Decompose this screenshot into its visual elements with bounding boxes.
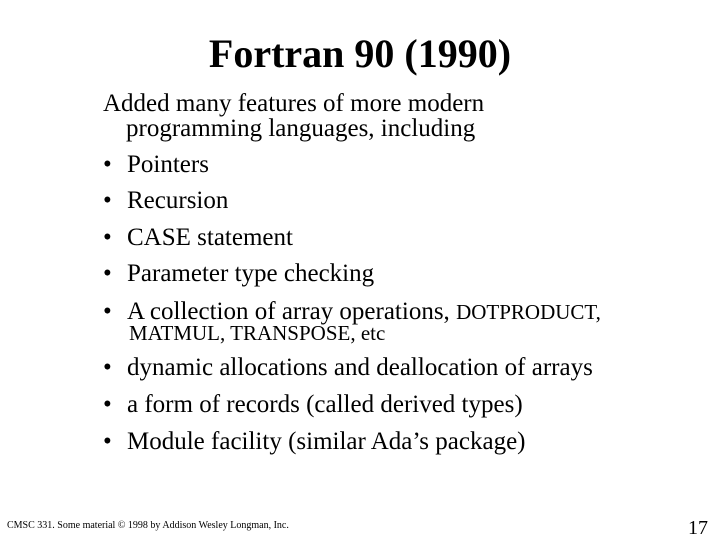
bullet-marker: •: [103, 391, 112, 418]
bullet-marker: •: [103, 354, 112, 381]
list-item-records: a form of records (called derived types): [127, 391, 523, 418]
bullet-marker: •: [103, 428, 112, 455]
intro-line-1: Added many features of more modern: [103, 90, 485, 117]
bullet-marker: •: [103, 260, 112, 287]
array-ops-text: A collection of array operations,: [127, 298, 450, 325]
intro-line-2: programming languages, including: [126, 115, 476, 142]
list-item-module-facility: Module facility (similar Ada’s package): [127, 428, 526, 455]
list-item-dynamic-allocation: dynamic allocations and deallocation of arrays: [127, 354, 593, 381]
list-item-parameter-type-checking: Parameter type checking: [127, 260, 375, 287]
list-item-recursion: Recursion: [127, 187, 229, 214]
bullet-marker: •: [103, 298, 112, 325]
bullet-marker: •: [103, 187, 112, 214]
page-number: 17: [688, 517, 708, 539]
list-item-pointers: Pointers: [127, 151, 209, 178]
array-ops-tail: DOTPRODUCT,: [456, 300, 601, 324]
slide-title: Fortran 90 (1990): [208, 31, 512, 76]
bullet-marker: •: [103, 151, 112, 178]
list-item-case-statement: CASE statement: [127, 224, 293, 251]
array-ops-continuation: MATMUL, TRANSPOSE, etc: [129, 321, 386, 345]
footer-copyright: CMSC 331. Some material © 1998 by Addison Wesley Longman, Inc.: [7, 520, 289, 531]
bullet-marker: •: [103, 224, 112, 251]
